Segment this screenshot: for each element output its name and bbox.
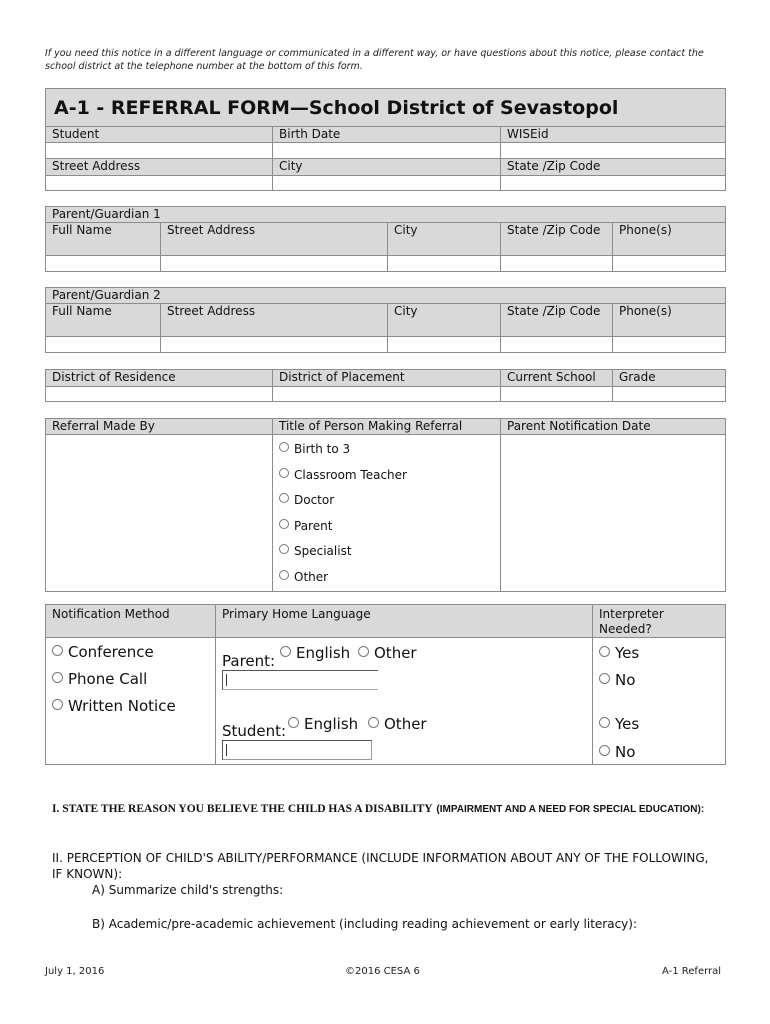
guardian2-phones-label: Phone(s)	[613, 304, 726, 337]
parent-interpreter-no[interactable]: No	[599, 671, 635, 689]
guardian2-phones-field[interactable]	[613, 337, 726, 353]
radio-icon[interactable]	[279, 519, 289, 529]
radio-icon[interactable]	[279, 468, 289, 478]
title-option-specialist[interactable]: Specialist	[279, 539, 494, 565]
guardian2-street-label: Street Address	[161, 304, 388, 337]
radio-icon[interactable]	[279, 570, 289, 580]
student-label: Student	[46, 127, 273, 143]
guardian2-table	[45, 287, 726, 353]
language-cell	[216, 638, 593, 765]
city-field[interactable]	[273, 176, 501, 191]
parent-interpreter-yes[interactable]: Yes	[599, 644, 639, 662]
guardian1-city-field[interactable]	[388, 256, 501, 272]
student-interpreter-yes[interactable]: Yes	[599, 715, 639, 733]
wiseid-label: WISEid	[501, 127, 726, 143]
radio-icon[interactable]	[288, 717, 299, 728]
section-1-bold: I. STATE THE REASON YOU BELIEVE THE CHILD HAS A DISABILITY	[52, 803, 433, 815]
guardian1-state-zip-label: State /Zip Code	[501, 223, 613, 256]
city-label: City	[273, 159, 501, 176]
district-placement-field[interactable]	[273, 387, 501, 402]
guardian1-state-zip-field[interactable]	[501, 256, 613, 272]
guardian1-phones-label: Phone(s)	[613, 223, 726, 256]
guardian2-city-label: City	[388, 304, 501, 337]
radio-icon[interactable]	[52, 699, 63, 710]
state-zip-label: State /Zip Code	[501, 159, 726, 176]
state-zip-field[interactable]	[501, 176, 726, 191]
guardian2-city-field[interactable]	[388, 337, 501, 353]
radio-icon[interactable]	[599, 646, 610, 657]
section-2-b: B) Academic/pre-academic achievement (including reading achievement or early literacy):	[92, 917, 638, 931]
guardian2-state-zip-field[interactable]	[501, 337, 613, 353]
student-info-table	[45, 88, 726, 191]
title-option-other[interactable]: Other	[279, 565, 494, 591]
form-title: A-1 - REFERRAL FORM—School District of Sevastopol	[46, 89, 726, 127]
grade-label: Grade	[613, 370, 726, 387]
footer-form-id: A-1 Referral	[662, 966, 722, 977]
student-field[interactable]	[46, 143, 273, 159]
radio-icon[interactable]	[52, 672, 63, 683]
district-table	[45, 369, 726, 402]
district-residence-label: District of Residence	[46, 370, 273, 387]
wiseid-field[interactable]	[501, 143, 726, 159]
method-option-phone-call[interactable]: Phone Call	[52, 666, 209, 693]
section-1-rest: (IMPAIRMENT AND A NEED FOR SPECIAL EDUCATION):	[436, 804, 705, 815]
notification-date-field[interactable]	[501, 435, 726, 592]
footer-copyright: ©2016 CESA 6	[345, 966, 420, 977]
referral-made-by-field[interactable]	[46, 435, 273, 592]
notification-method-label: Notification Method	[46, 605, 216, 638]
section-2-a: A) Summarize child's strengths:	[92, 883, 284, 897]
method-option-conference[interactable]: Conference	[52, 639, 209, 666]
guardian1-street-label: Street Address	[161, 223, 388, 256]
method-option-written-notice[interactable]: Written Notice	[52, 693, 209, 720]
footer-date: July 1, 2016	[45, 966, 105, 977]
street-address-field[interactable]	[46, 176, 273, 191]
referral-made-by-label: Referral Made By	[46, 419, 273, 435]
grade-field[interactable]	[613, 387, 726, 402]
guardian1-heading: Parent/Guardian 1	[46, 207, 726, 223]
student-interpreter-no[interactable]: No	[599, 743, 635, 761]
street-address-label: Street Address	[46, 159, 273, 176]
radio-icon[interactable]	[599, 717, 610, 728]
referral-title-options	[273, 435, 501, 592]
language-notice: If you need this notice in a different language or communicated in a different way, or have questions about this notice, please contact the school district at the telephone number at the bottom of this form.	[45, 48, 704, 72]
parent-other-option[interactable]: Other	[358, 644, 417, 662]
district-residence-field[interactable]	[46, 387, 273, 402]
guardian1-full-name-field[interactable]	[46, 256, 161, 272]
radio-icon[interactable]	[599, 745, 610, 756]
interpreter-label: Interpreter Needed?	[593, 605, 726, 638]
student-language-label: Student:	[222, 722, 287, 740]
radio-icon[interactable]	[279, 544, 289, 554]
student-other-language-input[interactable]	[222, 740, 372, 760]
notification-method-options	[46, 638, 216, 765]
current-school-label: Current School	[501, 370, 613, 387]
guardian2-state-zip-label: State /Zip Code	[501, 304, 613, 337]
parent-english-option[interactable]: English	[280, 644, 350, 662]
guardian2-full-name-label: Full Name	[46, 304, 161, 337]
radio-icon[interactable]	[279, 493, 289, 503]
guardian1-table	[45, 206, 726, 272]
guardian1-street-field[interactable]	[161, 256, 388, 272]
section-1-heading	[52, 800, 712, 818]
radio-icon[interactable]	[279, 442, 289, 452]
parent-language-label: Parent:	[222, 652, 276, 670]
guardian2-street-field[interactable]	[161, 337, 388, 353]
current-school-field[interactable]	[501, 387, 613, 402]
parent-other-language-input[interactable]	[222, 670, 378, 690]
radio-icon[interactable]	[52, 645, 63, 656]
guardian2-full-name-field[interactable]	[46, 337, 161, 353]
section-2	[52, 850, 722, 932]
radio-icon[interactable]	[358, 646, 369, 657]
section-2-heading: II. PERCEPTION OF CHILD'S ABILITY/PERFORMANCE (INCLUDE INFORMATION ABOUT ANY OF THE FOLLOWING, IF KNOWN):	[52, 851, 709, 881]
radio-icon[interactable]	[368, 717, 379, 728]
primary-language-label: Primary Home Language	[216, 605, 593, 638]
birth-date-label: Birth Date	[273, 127, 501, 143]
title-option-doctor[interactable]: Doctor	[279, 488, 494, 514]
guardian1-city-label: City	[388, 223, 501, 256]
title-option-classroom-teacher[interactable]: Classroom Teacher	[279, 463, 494, 489]
guardian1-phones-field[interactable]	[613, 256, 726, 272]
student-other-option[interactable]: Other	[368, 715, 427, 733]
birth-date-field[interactable]	[273, 143, 501, 159]
notification-table	[45, 604, 726, 765]
district-placement-label: District of Placement	[273, 370, 501, 387]
interpreter-cell	[593, 638, 726, 765]
title-option-parent[interactable]: Parent	[279, 514, 494, 540]
student-english-option[interactable]: English	[288, 715, 358, 733]
notification-date-label: Parent Notification Date	[501, 419, 726, 435]
referral-title-label: Title of Person Making Referral	[273, 419, 501, 435]
guardian2-heading: Parent/Guardian 2	[46, 288, 726, 304]
referral-table	[45, 418, 726, 592]
radio-icon[interactable]	[280, 646, 291, 657]
radio-icon[interactable]	[599, 673, 610, 684]
guardian1-full-name-label: Full Name	[46, 223, 161, 256]
title-option-birth-to-3[interactable]: Birth to 3	[279, 437, 494, 463]
